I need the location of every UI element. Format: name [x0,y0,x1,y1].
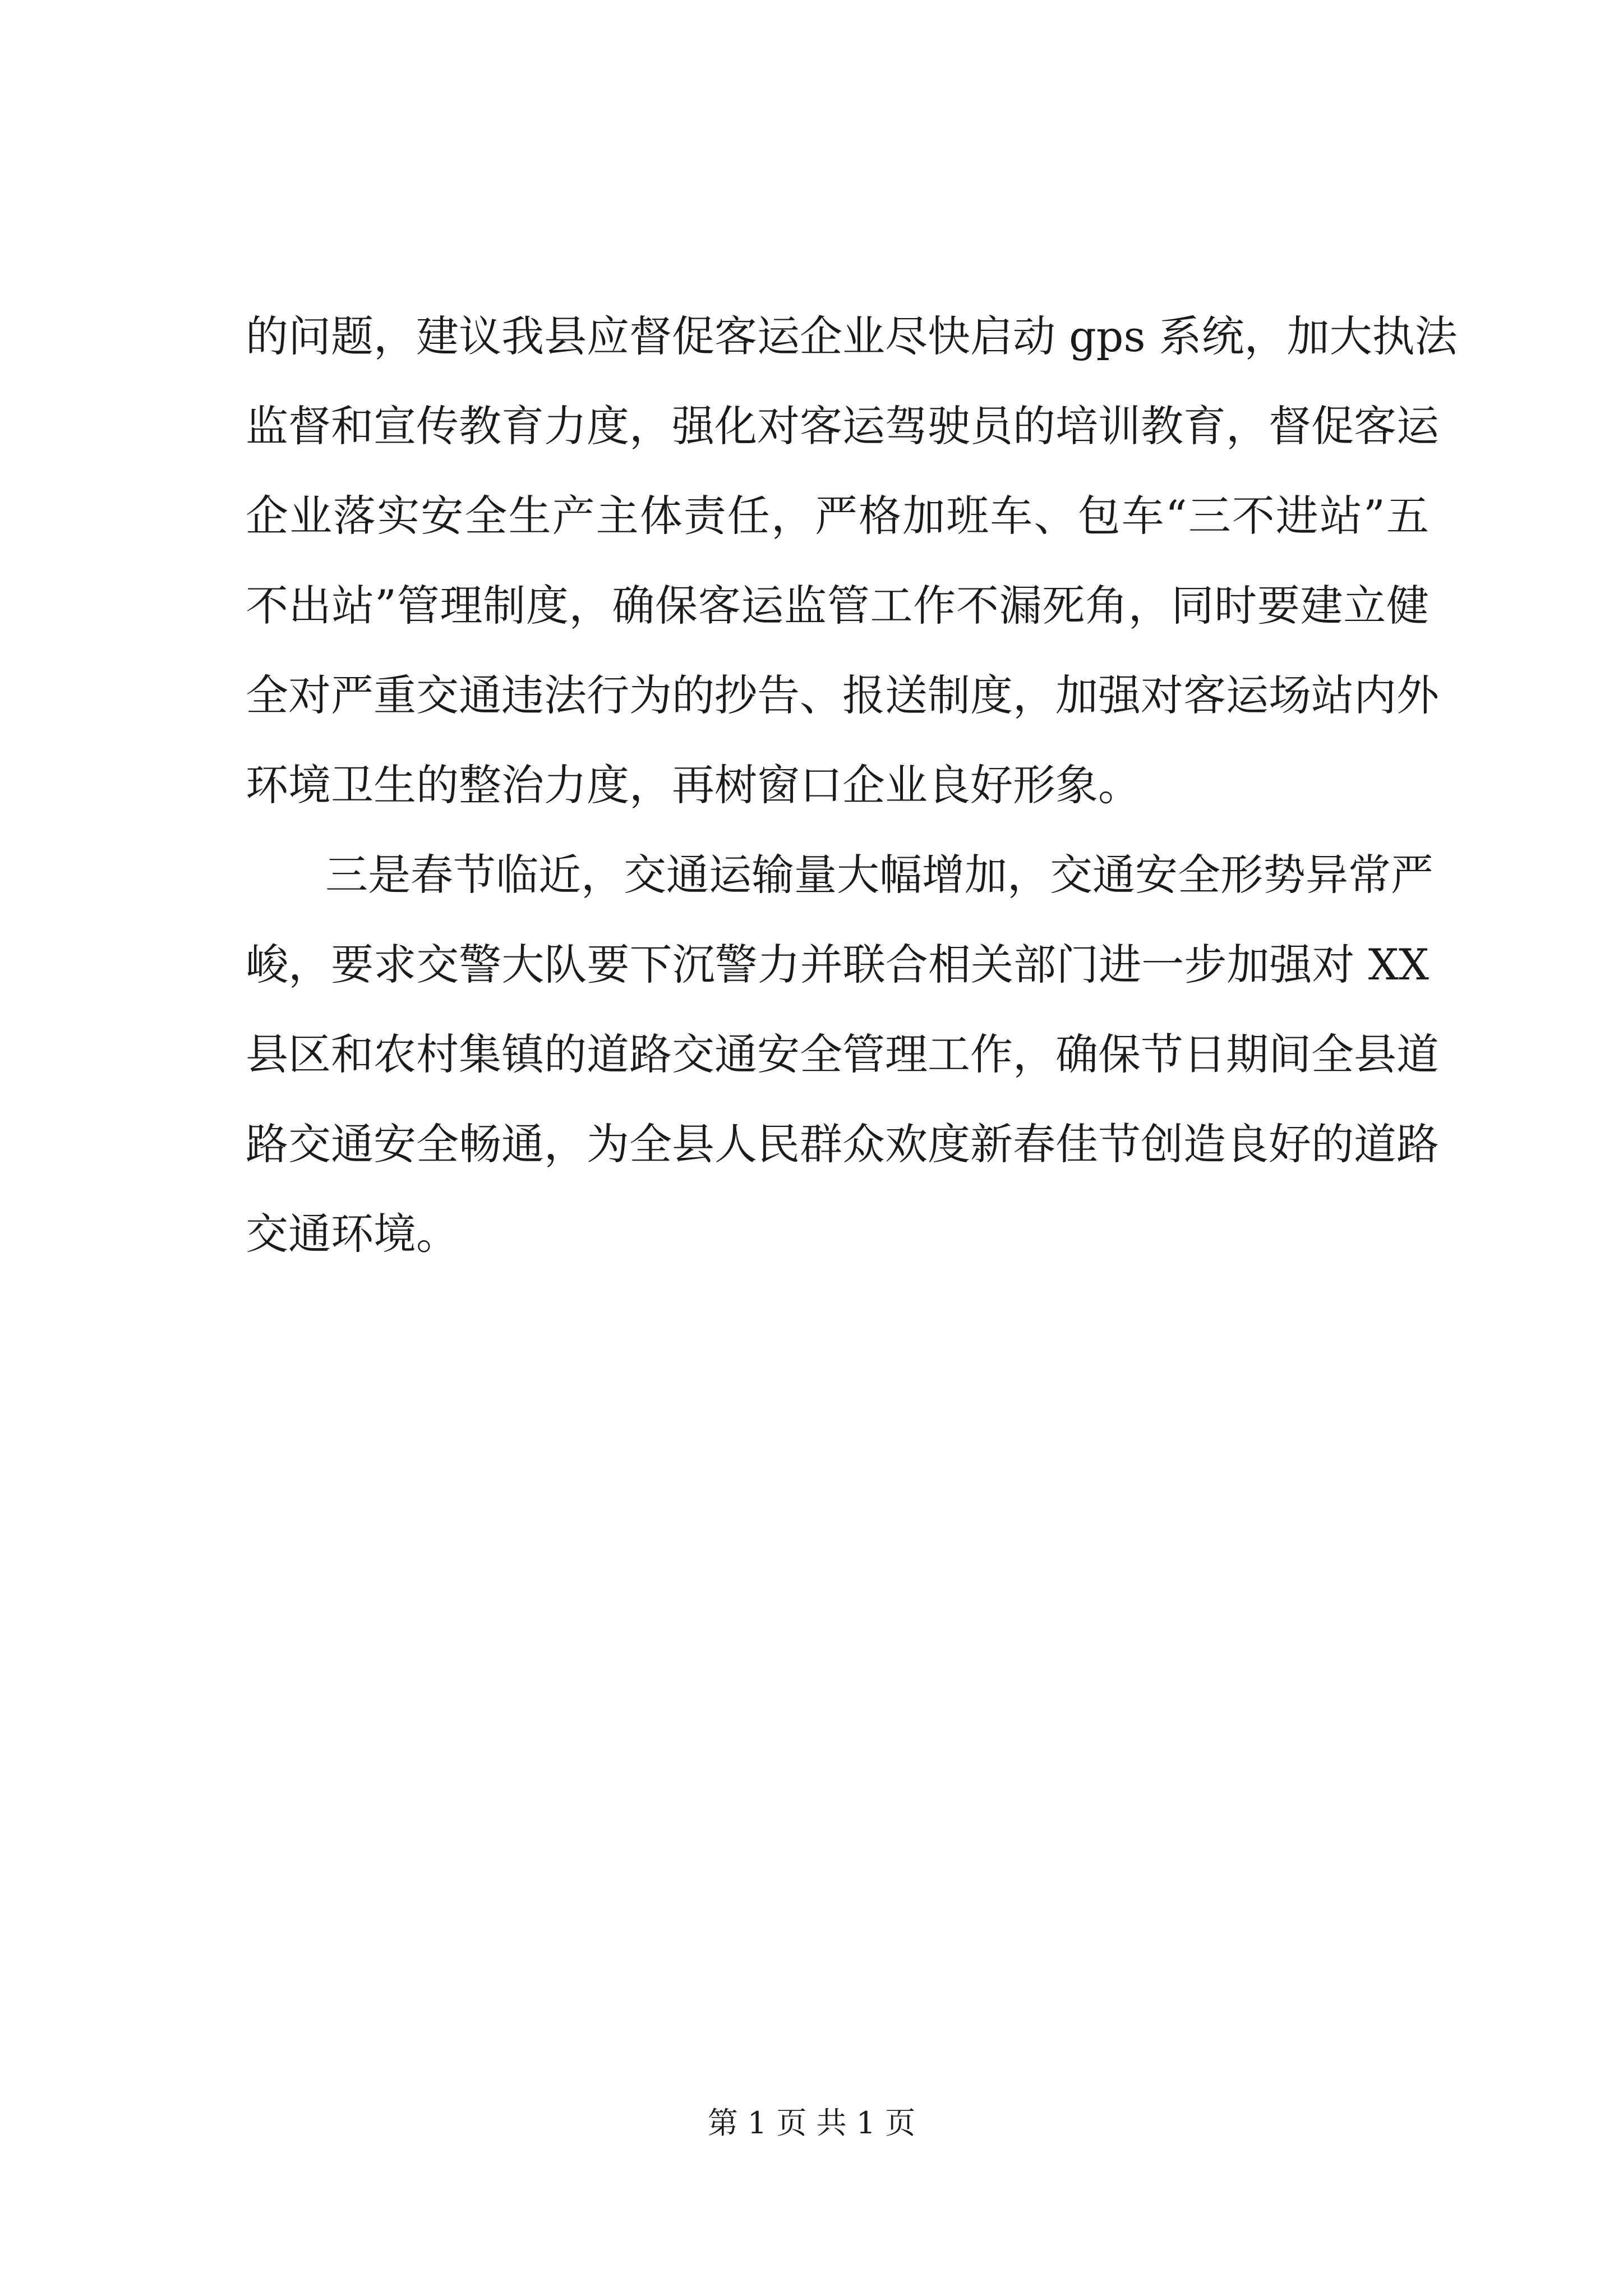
page-number-footer: 第 1 页 共 1 页 [707,2105,916,2141]
paragraph-2-line-2: 峻，要求交警大队要下沉警力并联合相关部门进一步加强对 XX [246,940,1429,990]
paragraph-2-line-4: 路交通安全畅通，为全县人民群众欢度新春佳节创造良好的道路 [246,1119,1439,1169]
paragraph-1-line-6: 环境卫生的整治力度，再树窗口企业良好形象。 [246,760,1141,810]
paragraph-1-line-3: 企业落实安全生产主体责任，严格加班车、包车“三不进站”五 [246,491,1429,541]
paragraph-1-line-1: 的问题，建议我县应督促客运企业尽快启动 gps 系统，加大执法 [246,311,1458,361]
paragraph-2-line-3: 县区和农村集镇的道路交通安全管理工作，确保节日期间全县道 [246,1029,1439,1079]
paragraph-1-line-5: 全对严重交通违法行为的抄告、报送制度，加强对客运场站内外 [246,670,1439,720]
paragraph-1-line-2: 监督和宣传教育力度，强化对客运驾驶员的培训教育，督促客运 [246,401,1439,451]
paragraph-2-line-1: 三是春节临近，交通运输量大幅增加，交通安全形势异常严 [325,850,1433,900]
paragraph-1-line-4: 不出站”管理制度，确保客运监管工作不漏死角，同时要建立健 [246,581,1429,631]
paragraph-2-line-5: 交通环境。 [246,1209,459,1259]
